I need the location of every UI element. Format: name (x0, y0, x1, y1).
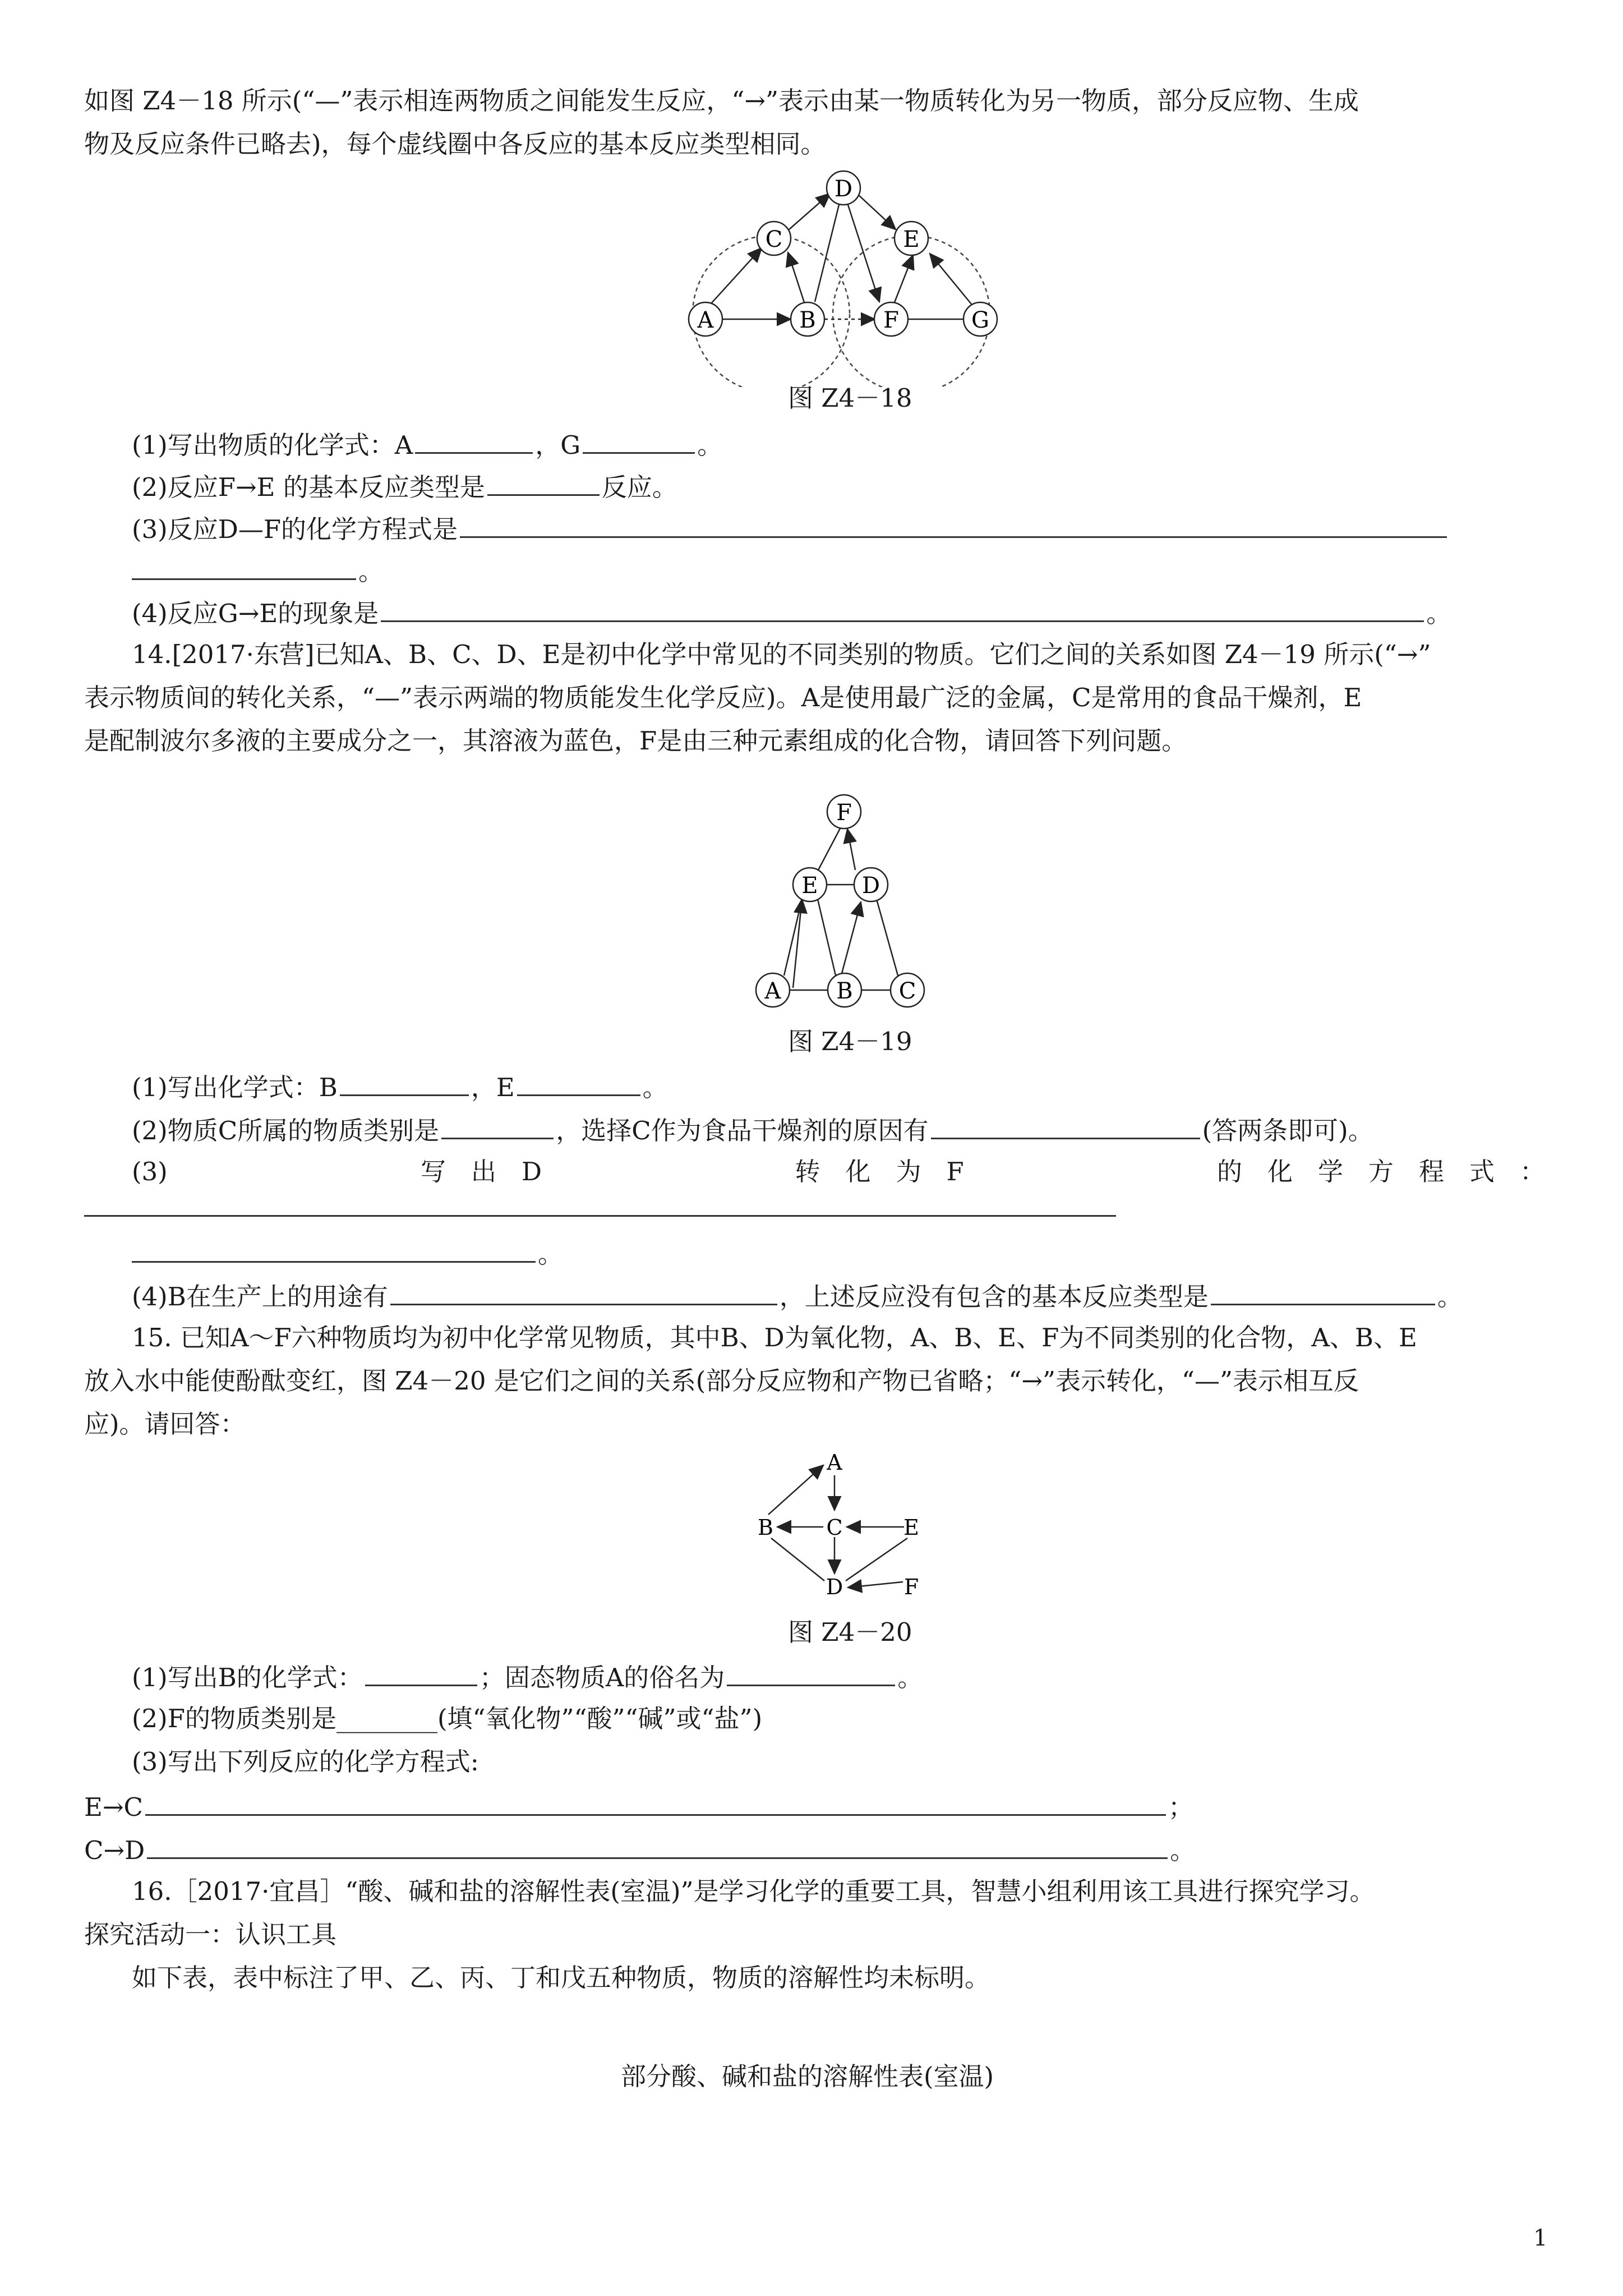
svg-text:A: A (764, 978, 781, 1004)
figure-caption-z4-19: 图 Z4－19 (788, 1027, 912, 1056)
q14-line1: 14.[2017·东营]已知A、B、C、D、E是初中化学中常见的不同类别的物质。它们之间的关系如图 Z4－19 所示(“→” (132, 639, 1431, 669)
svg-text:E: E (801, 873, 818, 899)
answer-blank[interactable] (145, 1788, 1166, 1816)
answer-blank[interactable] (132, 553, 356, 580)
answer-blank[interactable] (727, 1659, 895, 1686)
figure-caption-z4-18: 图 Z4－18 (788, 383, 912, 413)
svg-text:B: B (836, 978, 853, 1004)
answer-blank[interactable] (84, 1189, 1116, 1217)
figure-z4-19 (723, 777, 970, 1018)
answer-blank[interactable] (415, 426, 533, 454)
node-E (895, 222, 928, 255)
q14-line3: 是配制波尔多液的主要成分之一，其溶液为蓝色，F是由三种元素组成的化合物，请回答下列问题。 (84, 726, 1187, 756)
answer-blank[interactable] (1211, 1278, 1435, 1305)
answer-blank[interactable] (583, 426, 695, 454)
node-F: F (903, 1575, 919, 1599)
svg-text:G: G (971, 307, 989, 333)
q15-line3: 应)。请回答： (84, 1409, 246, 1439)
q15-line1: 15. 已知A～F六种物质均为初中化学常见物质，其中B、D为氧化物，A、B、E、F为不同类别的化合物，A、B、E (132, 1323, 1417, 1352)
answer-blank[interactable] (460, 510, 1447, 538)
node-D (827, 171, 860, 205)
node-E: E (903, 1515, 919, 1540)
q14-line2: 表示物质间的转化关系，“—”表示两端的物质能发生化学反应)。A是使用最广泛的金属，C是常用的食品干燥剂，E (84, 683, 1362, 712)
q13-part3: (3)反应D—F的化学方程式是 (132, 510, 1449, 546)
svg-text:D: D (861, 873, 880, 899)
node-D: D (826, 1575, 843, 1599)
q14-part4: (4)B在生产上的用途有 ，上述反应没有包含的基本反应类型是 。 (132, 1278, 1463, 1314)
answer-blank[interactable] (487, 468, 600, 496)
q15-eq1: E→C ； (84, 1788, 1193, 1824)
node-C: C (826, 1515, 843, 1540)
q13-intro-line2: 物及反应条件已略去)，每个虚线圈中各反应的基本反应类型相同。 (84, 129, 826, 159)
node-B (828, 973, 861, 1007)
q13-part1: (1)写出物质的化学式：A ，G 。 (132, 426, 722, 462)
svg-text:B: B (799, 307, 816, 333)
svg-text:D: D (834, 176, 853, 202)
node-B: B (758, 1515, 773, 1540)
q13-intro-line1: 如图 Z4－18 所示(“—”表示相连两物质之间能发生反应，“→”表示由某一物质转化为另一物质，部分反应物、生成 (84, 86, 1359, 116)
q14-part2: (2)物质C所属的物质类别是 ，选择C作为食品干燥剂的原因有 (答两条即可)。 (132, 1112, 1373, 1148)
answer-blank[interactable] (931, 1112, 1200, 1139)
node-D (854, 868, 888, 901)
q16-line1: 16.［2017·宜昌］“酸、碱和盐的溶解性表(室温)”是学习化学的重要工具，智慧小组利用该工具进行探究学习。 (132, 1876, 1375, 1906)
q15-part1: (1)写出B的化学式： ；固态物质A的俗名为 。 (132, 1659, 923, 1695)
node-E (793, 868, 827, 901)
figure-z4-20 (751, 1447, 931, 1616)
node-C (757, 222, 791, 255)
q14-part3-cont: 。 (132, 1235, 563, 1271)
answer-blank[interactable] (132, 1235, 536, 1263)
answer-blank[interactable] (365, 1659, 477, 1686)
node-F (827, 795, 861, 829)
svg-text:F: F (883, 307, 899, 333)
q14-part1: (1)写出化学式：B ，E 。 (132, 1069, 668, 1105)
figure-caption-z4-20: 图 Z4－20 (788, 1617, 912, 1647)
node-F (874, 302, 908, 336)
node-A: A (827, 1450, 842, 1475)
figure-z4-18 (673, 163, 1021, 387)
q13-part2: (2)反应F→E 的基本反应类型是 反应。 (132, 468, 677, 504)
svg-text:E: E (903, 227, 920, 252)
node-G (963, 302, 997, 336)
node-A (689, 302, 722, 336)
svg-text:F: F (836, 800, 852, 826)
q16-line3: 如下表，表中标注了甲、乙、丙、丁和戊五种物质，物质的溶解性均未标明。 (132, 1963, 990, 1993)
q15-eq2: C→D 。 (84, 1832, 1195, 1867)
node-B (791, 302, 824, 336)
q13-part4: (4)反应G→E的现象是 。 (132, 595, 1451, 631)
answer-blank[interactable] (147, 1832, 1168, 1859)
answer-blank[interactable] (381, 595, 1424, 622)
q13-part3-cont: 。 (132, 553, 384, 588)
answer-blank[interactable] (517, 1069, 640, 1096)
q16-line2: 探究活动一：认识工具 (84, 1920, 337, 1949)
answer-blank[interactable] (441, 1112, 554, 1139)
page-number: 1 (1533, 2225, 1548, 2251)
q15-part3: (3)写出下列反应的化学方程式: (132, 1747, 479, 1777)
node-C (891, 973, 924, 1007)
table-title: 部分酸、碱和盐的溶解性表(室温) (621, 2062, 994, 2091)
svg-text:A: A (697, 307, 714, 333)
svg-text:C: C (765, 227, 783, 252)
q14-part3: (3) 写 出 D 转 化 为 F 的 化 学 方 程 式 ： (132, 1157, 1545, 1186)
q14-part3-blank (84, 1189, 1118, 1225)
answer-blank[interactable] (340, 1069, 469, 1096)
node-A (756, 973, 790, 1007)
answer-blank[interactable] (390, 1278, 777, 1305)
svg-text:C: C (898, 978, 916, 1004)
q15-line2: 放入水中能使酚酞变红，图 Z4－20 是它们之间的关系(部分反应物和产物已省略；“→”表示转化，“—”表示相互反 (84, 1366, 1359, 1396)
q15-part2: (2)F的物质类别是________(填“氧化物”“酸”“碱”或“盐”) (132, 1704, 763, 1733)
